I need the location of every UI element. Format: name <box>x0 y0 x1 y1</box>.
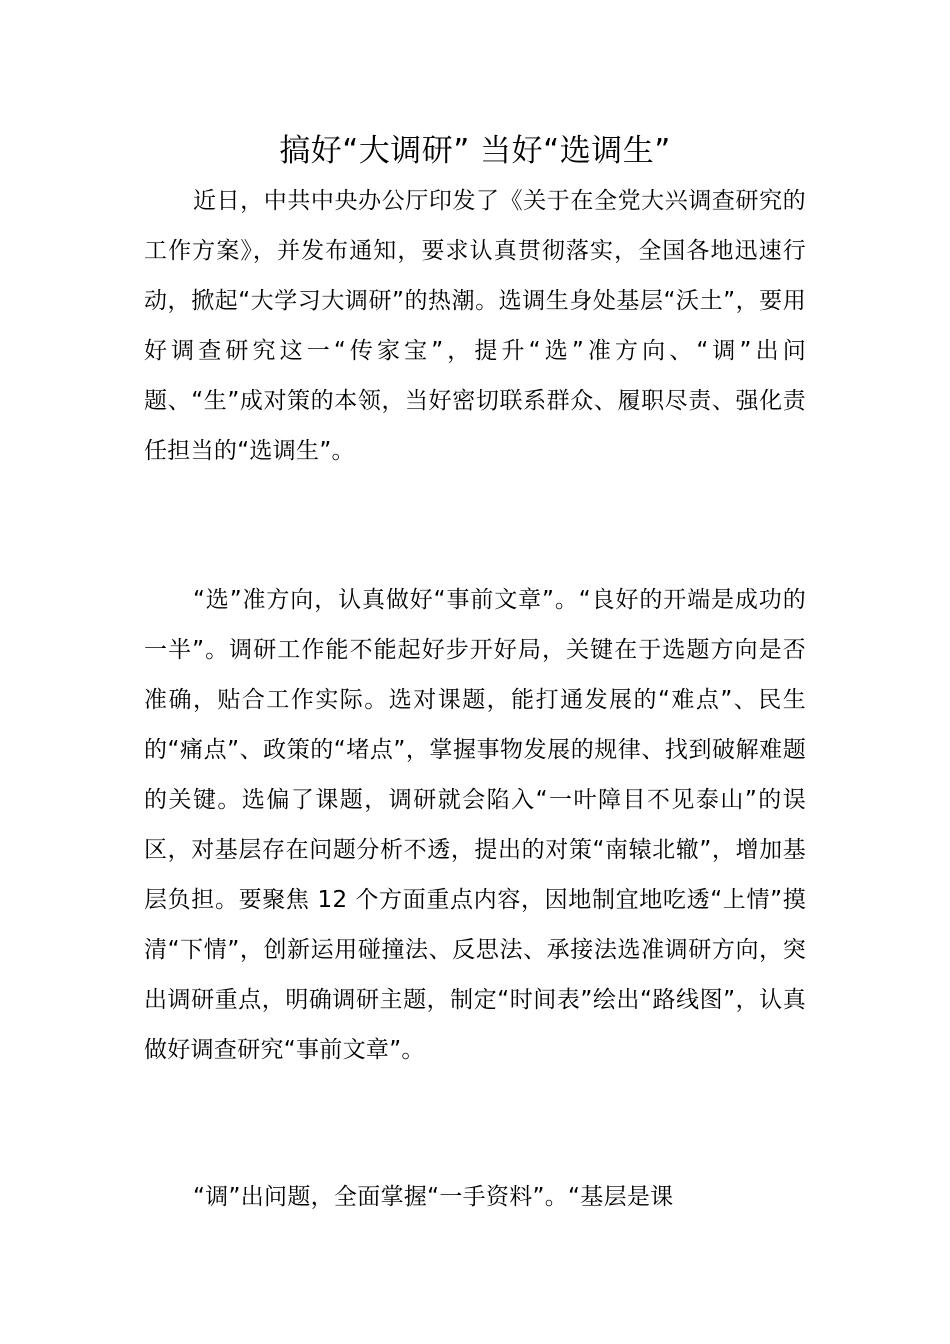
paragraph-xuan: “选”准方向，认真做好“事前文章”。“良好的开端是成功的一半”。调研工作能不能起好步开好局，关键在于选题方向是否准确，贴合工作实际。选对课题，能打通发展的“难点”、民生的“痛点”、政策的“堵点”，掌握事物发展的规律、找到破解难题的关键。选偏了课题，调研就会陷入“一叶障目不见泰山”的误区，对基层存在问题分析不透，提出的对策“南辕北辙”，增加基层负担。要聚焦 12 个方面重点内容，因地制宜地吃透“上情”摸清“下情”，创新运用碰撞法、反思法、承接法选准调研方向，突出调研重点，明确调研主题，制定“时间表”绘出“路线图”，认真做好调查研究“事前文章”。 <box>144 587 806 1063</box>
paragraph-diao: “调”出问题，全面掌握“一手资料”。“基层是课 <box>193 1184 674 1210</box>
paragraph-intro: 近日，中共中央办公厅印发了《关于在全党大兴调查研究的工作方案》，并发布通知，要求认真贯彻落实，全国各地迅速行动，掀起“大学习大调研”的热潮。选调生身处基层“沃土”，要用好调查研究这一“传家宝”，提升“选”准方向、“调”出问题、“生”成对策的本领，当好密切联系群众、履职尽责、强化责任担当的“选调生”。 <box>144 188 806 464</box>
document-title: 搞好“大调研” 当好“选调生” <box>279 133 671 169</box>
